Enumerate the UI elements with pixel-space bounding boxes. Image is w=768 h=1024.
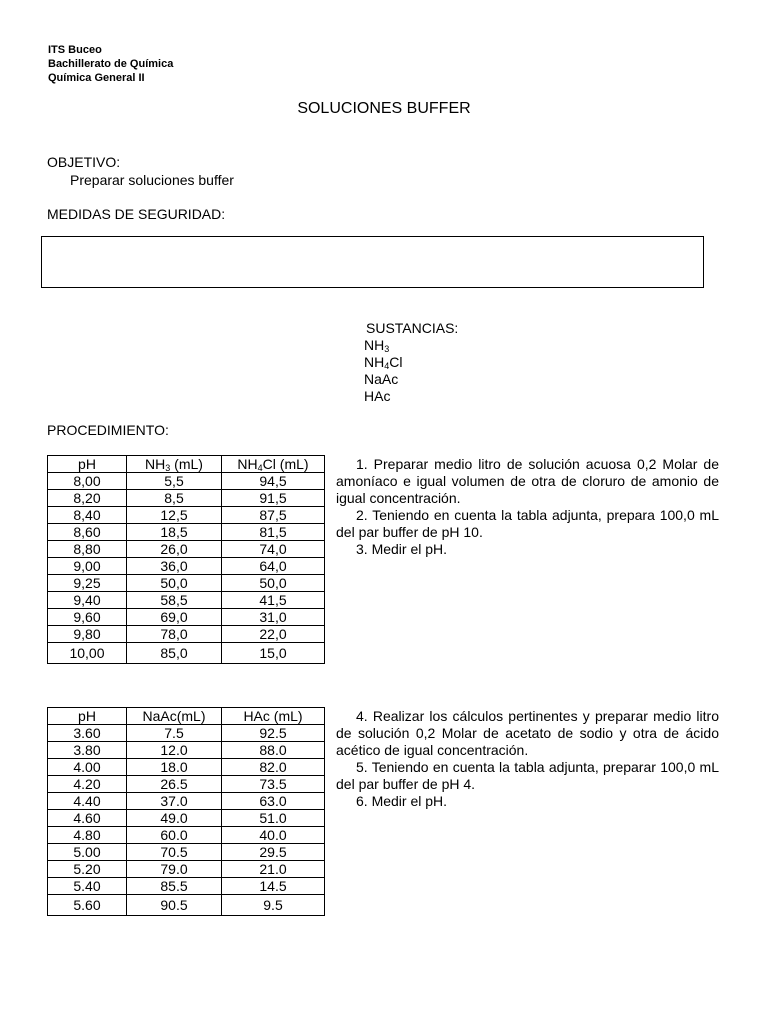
table-row xyxy=(48,643,325,664)
objective-text: Preparar soluciones buffer xyxy=(70,172,234,188)
table-cell: 12,5 xyxy=(127,507,222,524)
table-cell: 40.0 xyxy=(222,827,325,844)
table-row xyxy=(48,878,325,895)
table-cell: 85.5 xyxy=(127,878,222,895)
table-cell: 9.5 xyxy=(222,895,325,916)
table-cell: 22,0 xyxy=(222,626,325,643)
ammonia-buffer-table xyxy=(47,455,325,664)
table-cell: 29.5 xyxy=(222,844,325,861)
table-cell: 64,0 xyxy=(222,558,325,575)
table-cell: 5.00 xyxy=(48,844,127,861)
table-cell: 60.0 xyxy=(127,827,222,844)
table-cell: 31,0 xyxy=(222,609,325,626)
column-header: HAc (mL) xyxy=(222,708,325,725)
table-cell: 7.5 xyxy=(127,725,222,742)
table-cell: 9,80 xyxy=(48,626,127,643)
table-cell: 26,0 xyxy=(127,541,222,558)
table-cell: 8,60 xyxy=(48,524,127,541)
table-cell: 49.0 xyxy=(127,810,222,827)
document-header xyxy=(48,43,173,85)
acetate-buffer-table xyxy=(47,707,325,916)
table-cell: 8,00 xyxy=(48,473,127,490)
procedure-step: 6. Medir el pH. xyxy=(356,793,448,809)
table-header-row xyxy=(48,456,325,473)
column-header: $NH_3$ (mL) xyxy=(127,456,222,473)
table-cell: 26.5 xyxy=(127,776,222,793)
substance-item: $NH_4Cl$ xyxy=(364,354,403,371)
table-row xyxy=(48,759,325,776)
table-cell: 9,25 xyxy=(48,575,127,592)
column-header: NaAc(mL) xyxy=(127,708,222,725)
table-cell: 91,5 xyxy=(222,490,325,507)
procedure-steps-ammonia xyxy=(336,456,719,558)
table-header-row xyxy=(48,708,325,725)
table-cell: 88.0 xyxy=(222,742,325,759)
course-name: Química General II xyxy=(48,72,145,84)
table-cell: 50,0 xyxy=(127,575,222,592)
table-cell: 3.60 xyxy=(48,725,127,742)
table-cell: 4.20 xyxy=(48,776,127,793)
school-name: ITS Buceo xyxy=(48,44,102,56)
procedure-step: 5. Teniendo en cuenta la tabla adjunta, preparar 100,0 mL del par buffer de pH 4. xyxy=(336,759,719,792)
table-cell: 9,00 xyxy=(48,558,127,575)
safety-box xyxy=(41,236,704,288)
table-cell: 69,0 xyxy=(127,609,222,626)
substance-item: NaAc xyxy=(364,371,399,387)
table-cell: 5.20 xyxy=(48,861,127,878)
table-cell: 4.40 xyxy=(48,793,127,810)
table-cell: 9,40 xyxy=(48,592,127,609)
table-row xyxy=(48,810,325,827)
table-cell: 41,5 xyxy=(222,592,325,609)
table-cell: 81,5 xyxy=(222,524,325,541)
column-header: pH xyxy=(48,456,127,473)
table-row xyxy=(48,541,325,558)
substances-label: SUSTANCIAS: xyxy=(366,320,459,336)
table-cell: 9,60 xyxy=(48,609,127,626)
table-cell: 82.0 xyxy=(222,759,325,776)
objective-label: OBJETIVO: xyxy=(47,154,121,170)
table-row xyxy=(48,742,325,759)
table-row xyxy=(48,507,325,524)
table-cell: 37.0 xyxy=(127,793,222,810)
table-row xyxy=(48,473,325,490)
table-cell: 73.5 xyxy=(222,776,325,793)
table-row xyxy=(48,558,325,575)
procedure-step: 4. Realizar los cálculos pertinentes y preparar medio litro de solución 0,2 Molar de acetato de sodio y otra de ácido acético de igual concentración. xyxy=(336,708,719,758)
table-row xyxy=(48,793,325,810)
table-row xyxy=(48,895,325,916)
procedure-step: 2. Teniendo en cuenta la tabla adjunta, prepara 100,0 mL del par buffer de pH 10. xyxy=(336,507,719,540)
table-row xyxy=(48,626,325,643)
safety-label: MEDIDAS DE SEGURIDAD: xyxy=(47,206,226,222)
table-cell: 8,40 xyxy=(48,507,127,524)
table-cell: 78,0 xyxy=(127,626,222,643)
table-row xyxy=(48,844,325,861)
table-row xyxy=(48,725,325,742)
table-cell: 5,5 xyxy=(127,473,222,490)
table-cell: 90.5 xyxy=(127,895,222,916)
table-cell: 4.00 xyxy=(48,759,127,776)
column-header: $NH_4Cl$ (mL) xyxy=(222,456,325,473)
table-row xyxy=(48,490,325,507)
procedure-step: 1. Preparar medio litro de solución acuosa 0,2 Molar de amoníaco e igual volumen de otra de cloruro de amonio de igual concentración. xyxy=(336,456,719,506)
table-cell: 21.0 xyxy=(222,861,325,878)
table-cell: 4.80 xyxy=(48,827,127,844)
program-name: Bachillerato de Química xyxy=(48,58,174,70)
page-title: SOLUCIONES BUFFER xyxy=(297,100,471,117)
table-cell: 58,5 xyxy=(127,592,222,609)
table-row xyxy=(48,776,325,793)
procedure-steps-acetate xyxy=(336,708,719,810)
table-cell: 51.0 xyxy=(222,810,325,827)
table-cell: 74,0 xyxy=(222,541,325,558)
table-cell: 8,5 xyxy=(127,490,222,507)
table-cell: 63.0 xyxy=(222,793,325,810)
table-cell: 8,80 xyxy=(48,541,127,558)
table-cell: 70.5 xyxy=(127,844,222,861)
table-cell: 50,0 xyxy=(222,575,325,592)
substance-item: $NH_3$ xyxy=(364,337,390,354)
procedure-label: PROCEDIMIENTO: xyxy=(47,422,169,438)
table-cell: 12.0 xyxy=(127,742,222,759)
table-row xyxy=(48,827,325,844)
table-cell: 10,00 xyxy=(48,643,127,664)
column-header: pH xyxy=(48,708,127,725)
table-row xyxy=(48,861,325,878)
substance-item: HAc xyxy=(364,388,391,404)
table-cell: 3.80 xyxy=(48,742,127,759)
table-row xyxy=(48,575,325,592)
table-cell: 14.5 xyxy=(222,878,325,895)
table-cell: 94,5 xyxy=(222,473,325,490)
table-cell: 8,20 xyxy=(48,490,127,507)
table-cell: 85,0 xyxy=(127,643,222,664)
table-cell: 87,5 xyxy=(222,507,325,524)
table-cell: 36,0 xyxy=(127,558,222,575)
table-row xyxy=(48,592,325,609)
table-cell: 15,0 xyxy=(222,643,325,664)
table-row xyxy=(48,609,325,626)
table-cell: 5.60 xyxy=(48,895,127,916)
table-cell: 18.0 xyxy=(127,759,222,776)
procedure-step: 3. Medir el pH. xyxy=(356,541,448,557)
table-cell: 79.0 xyxy=(127,861,222,878)
substances-list xyxy=(364,320,458,405)
table-cell: 5.40 xyxy=(48,878,127,895)
table-row xyxy=(48,524,325,541)
table-cell: 18,5 xyxy=(127,524,222,541)
table-cell: 92.5 xyxy=(222,725,325,742)
table-cell: 4.60 xyxy=(48,810,127,827)
